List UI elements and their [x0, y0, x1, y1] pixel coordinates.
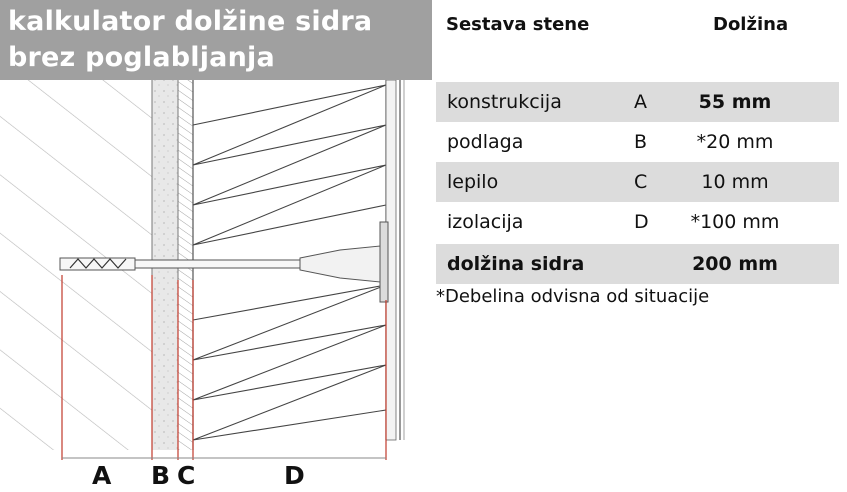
- row-name: izolacija: [447, 211, 524, 233]
- dimension-label-b: B: [151, 461, 171, 490]
- footnote: *Debelina odvisna od situacije: [436, 286, 710, 307]
- row-value: *20 mm: [696, 131, 774, 153]
- row-letter: D: [634, 211, 649, 233]
- table-row-construction: [436, 82, 839, 122]
- dimension-label-c: C: [177, 461, 196, 490]
- dimension-label-a: A: [92, 461, 112, 490]
- header-wall-composition: Sestava stene: [446, 14, 590, 35]
- row-letter: B: [634, 131, 648, 153]
- dimension-label-d: D: [284, 461, 305, 490]
- table-row-insulation: [436, 202, 839, 242]
- row-name: konstrukcija: [447, 91, 562, 113]
- table-row-substrate: [436, 122, 839, 162]
- row-letter: C: [634, 171, 648, 193]
- row-value: *100 mm: [690, 211, 780, 233]
- header-length: Dolžina: [713, 14, 789, 35]
- title-banner: [0, 0, 432, 80]
- row-name: podlaga: [447, 131, 524, 153]
- table-row-total: [436, 244, 839, 284]
- row-letter: A: [634, 91, 647, 113]
- total-value: 200 mm: [692, 253, 778, 275]
- row-value: 10 mm: [701, 171, 769, 193]
- table-row-adhesive: [436, 162, 839, 202]
- title-line-1: kalkulator dolžine sidra: [8, 6, 373, 37]
- row-value: 55 mm: [698, 91, 772, 113]
- total-name: dolžina sidra: [447, 253, 585, 275]
- title-line-2: brez poglabljanja: [8, 42, 275, 73]
- row-name: lepilo: [447, 171, 499, 193]
